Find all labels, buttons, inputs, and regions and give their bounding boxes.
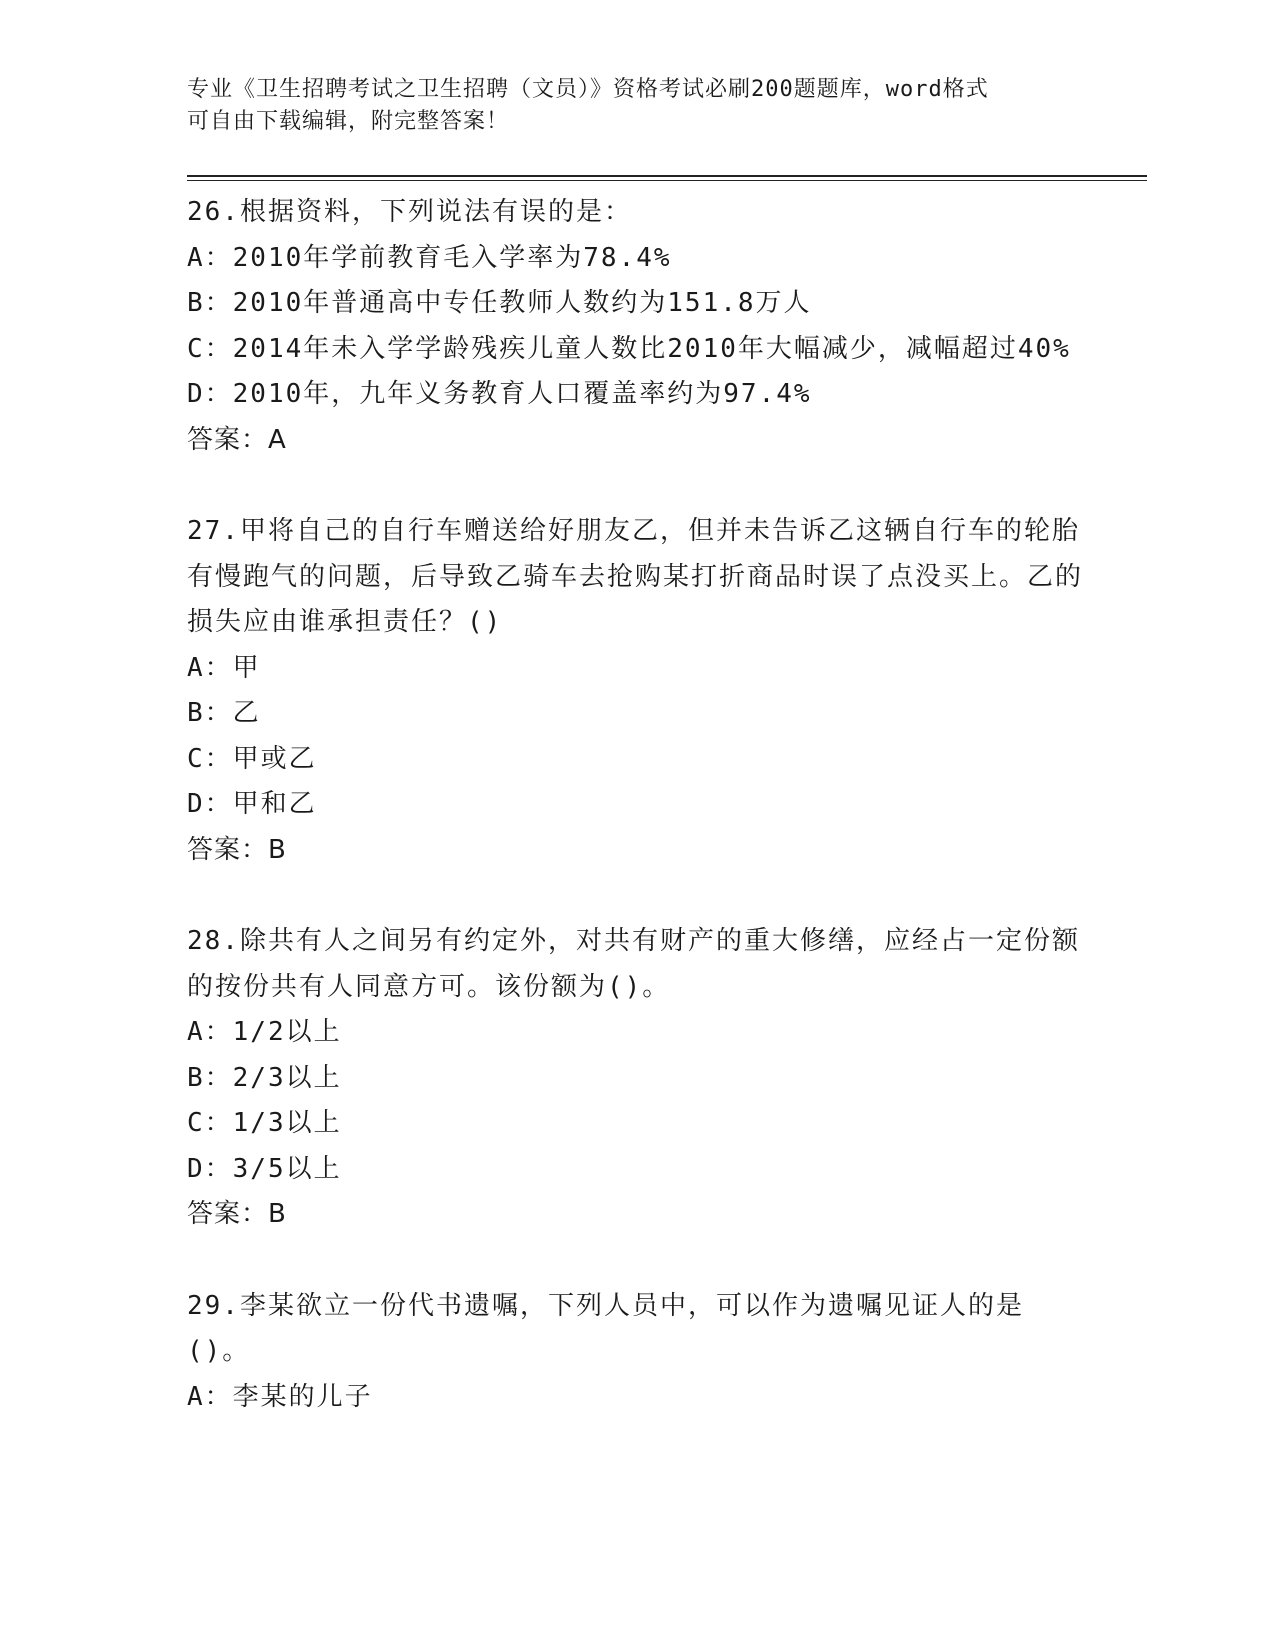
option-b: B：2/3以上: [187, 1062, 342, 1093]
question-28: [187, 919, 1087, 1238]
answer-label: 答案：B: [187, 834, 287, 865]
option-c: C：1/3以上: [187, 1108, 342, 1138]
option-d: D：甲和乙: [187, 789, 317, 819]
header-divider-thin: [187, 180, 1147, 181]
option-b: B：乙: [187, 698, 261, 728]
option-d: D：3/5以上: [187, 1153, 342, 1184]
option-d: D：2010年，九年义务教育人口覆盖率约为97.4%: [187, 379, 812, 409]
option-a: A：李某的儿子: [187, 1381, 373, 1412]
answer-label: 答案：A: [187, 424, 287, 455]
question-stem: 26.根据资料，下列说法有误的是：: [187, 197, 632, 227]
option-a: A：1/2以上: [187, 1017, 342, 1047]
header-line-1: 专业《卫生招聘考试之卫生招聘（文员）》资格考试必刷200题题库，word格式: [187, 77, 989, 102]
question-list: [187, 190, 1087, 1466]
question-stem: 27.甲将自己的自行车赠送给好朋友乙，但并未告诉乙这辆自行车的轮胎有慢跑气的问题，后导致乙骑车去抢购某打折商品时误了点没买上。乙的损失应由谁承担责任？(): [187, 516, 1084, 637]
answer-label: 答案：B: [187, 1199, 287, 1229]
option-a: A：甲: [187, 652, 261, 683]
document-header: [187, 74, 1087, 138]
question-27: [187, 509, 1087, 873]
header-line-2: 可自由下载编辑，附完整答案！: [187, 109, 510, 134]
option-b: B：2010年普通高中专任教师人数约为151.8万人: [187, 288, 812, 318]
question-stem: 28.除共有人之间另有约定外，对共有财产的重大修缮，应经占一定份额的按份共有人同意方可。该份额为()。: [187, 926, 1080, 1002]
option-c: C：甲或乙: [187, 743, 317, 774]
header-divider-thick: [187, 175, 1147, 177]
option-c: C：2014年未入学学龄残疾儿童人数比2010年大幅减少，减幅超过40%: [187, 333, 1071, 364]
question-29: [187, 1284, 1087, 1421]
question-stem: 29.李某欲立一份代书遗嘱，下列人员中，可以作为遗嘱见证人的是()。: [187, 1290, 1024, 1366]
question-26: [187, 190, 1087, 463]
option-a: A：2010年学前教育毛入学率为78.4%: [187, 242, 672, 273]
